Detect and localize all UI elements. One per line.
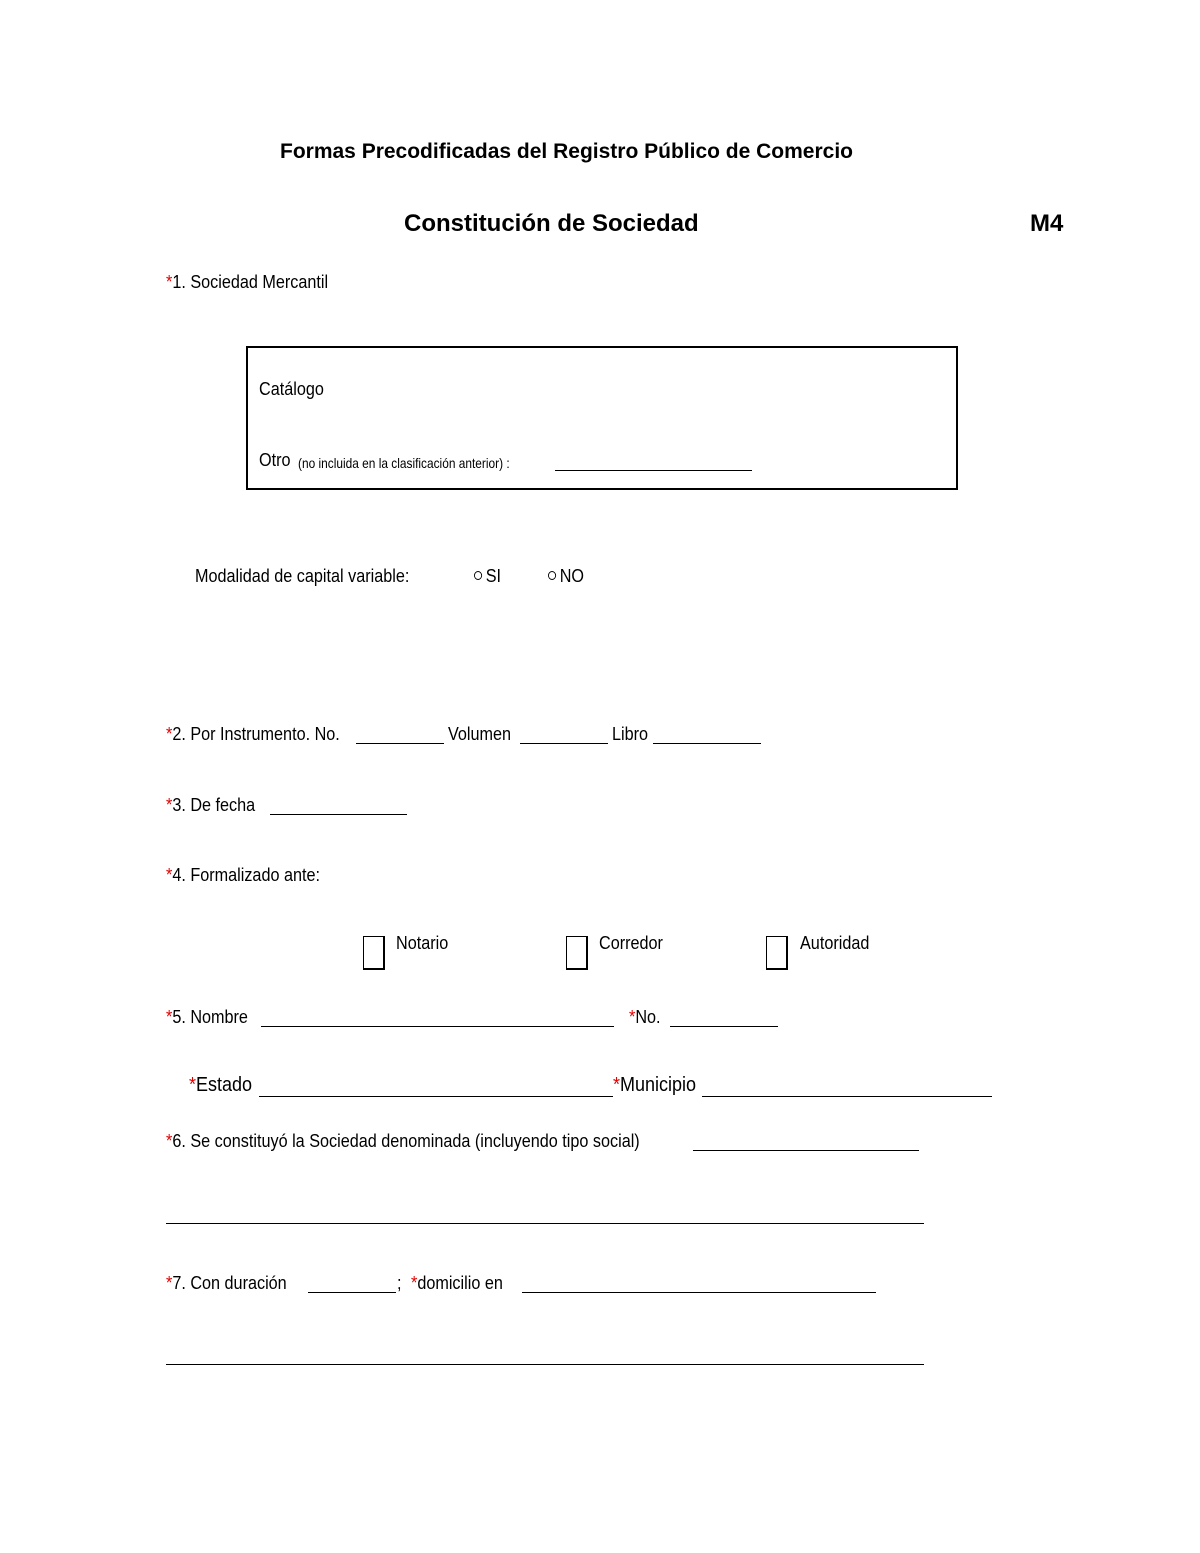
volumen-field[interactable] xyxy=(520,743,608,744)
fecha-field[interactable] xyxy=(270,814,407,815)
municipio-label-row xyxy=(613,1074,696,1097)
libro-field[interactable] xyxy=(653,743,761,744)
q5-label: 5. Nombre xyxy=(172,1007,248,1027)
q7-label: 7. Con duración xyxy=(172,1273,287,1293)
capital-variable-si-option[interactable] xyxy=(474,566,501,587)
duracion-field[interactable] xyxy=(308,1292,396,1293)
estado-field[interactable] xyxy=(259,1096,613,1097)
duracion-separator: ; xyxy=(397,1273,402,1293)
domicilio-label: domicilio en xyxy=(417,1273,503,1293)
q6-label: 6. Se constituyó la Sociedad denominada (incluyendo tipo social) xyxy=(172,1131,640,1151)
required-mark: * xyxy=(166,795,173,815)
form-code: M4 xyxy=(1030,210,1064,237)
radio-icon[interactable] xyxy=(474,571,482,580)
catalog-label[interactable]: Catálogo xyxy=(259,379,324,399)
required-mark: * xyxy=(166,272,173,292)
estado-label-row xyxy=(189,1074,252,1097)
q7-label-row xyxy=(166,1273,287,1294)
q4-label: 4. Formalizado ante: xyxy=(172,865,320,885)
required-mark: * xyxy=(166,724,173,744)
instrumento-no-field[interactable] xyxy=(356,743,444,744)
other-note: (no incluida en la clasificación anterior) : xyxy=(298,455,510,471)
estado-label: Estado xyxy=(196,1074,253,1096)
q3-label-row xyxy=(166,795,255,816)
option-no-label: NO xyxy=(559,566,584,586)
municipio-field[interactable] xyxy=(702,1096,992,1097)
corredor-checkbox[interactable] xyxy=(566,936,588,970)
no-label: No. xyxy=(635,1007,661,1027)
option-si-label: SI xyxy=(485,566,502,586)
autoridad-label: Autoridad xyxy=(800,933,870,953)
form-header-title: Formas Precodificadas del Registro Público de Comercio xyxy=(280,140,853,163)
q3-label: 3. De fecha xyxy=(172,795,256,815)
nombre-field[interactable] xyxy=(261,1026,614,1027)
required-mark: * xyxy=(629,1007,636,1027)
required-mark: * xyxy=(411,1273,418,1293)
volumen-label: Volumen xyxy=(448,724,512,744)
other-label: Otro xyxy=(259,450,291,470)
required-mark: * xyxy=(166,1273,173,1293)
capital-variable-label: Modalidad de capital variable: xyxy=(195,566,410,586)
required-mark: * xyxy=(166,1007,173,1027)
q6-label-row xyxy=(166,1131,640,1152)
required-mark: * xyxy=(166,865,173,885)
notario-label: Notario xyxy=(396,933,449,953)
autoridad-checkbox[interactable] xyxy=(766,936,788,970)
q2-label: 2. Por Instrumento. No. xyxy=(172,724,340,744)
no-label-row xyxy=(629,1007,661,1028)
required-mark: * xyxy=(166,1131,173,1151)
municipio-label: Municipio xyxy=(620,1074,697,1096)
corredor-label: Corredor xyxy=(599,933,663,953)
other-row xyxy=(259,450,294,471)
radio-icon[interactable] xyxy=(548,571,556,580)
denominacion-field-line-2[interactable] xyxy=(166,1223,924,1224)
other-field[interactable] xyxy=(555,470,752,471)
q2-label-row xyxy=(166,724,340,745)
required-mark: * xyxy=(189,1074,197,1096)
notario-no-field[interactable] xyxy=(670,1026,778,1027)
q1-label: 1. Sociedad Mercantil xyxy=(172,272,329,292)
denominacion-field[interactable] xyxy=(693,1150,919,1151)
libro-label: Libro xyxy=(612,724,649,744)
q5-label-row xyxy=(166,1007,248,1028)
domicilio-field-line-2[interactable] xyxy=(166,1364,924,1365)
form-subtitle: Constitución de Sociedad xyxy=(404,210,699,237)
q4-label-row xyxy=(166,865,320,886)
notario-checkbox[interactable] xyxy=(363,936,385,970)
domicilio-label-row xyxy=(411,1273,503,1294)
q1-label-row xyxy=(166,272,328,293)
required-mark: * xyxy=(613,1074,621,1096)
domicilio-field[interactable] xyxy=(522,1292,876,1293)
capital-variable-no-option[interactable] xyxy=(548,566,584,587)
